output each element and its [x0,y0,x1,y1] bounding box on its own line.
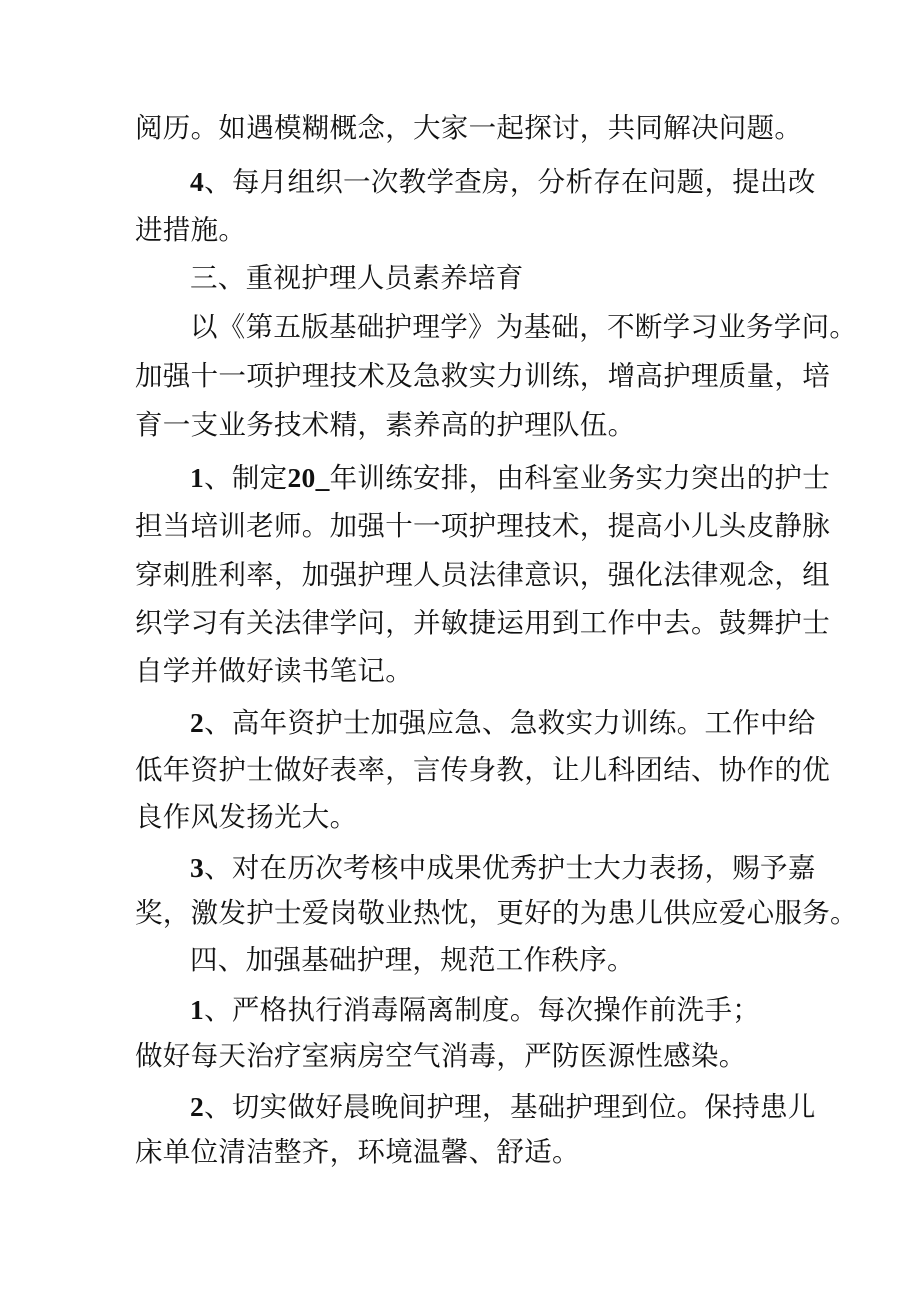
paragraph-line [190,307,858,347]
year-value: 20_ [287,462,330,493]
text-line: 低年资护士做好表率，言传身教，让儿科团结、协作的优 [135,754,830,786]
paragraph-line [135,750,830,790]
paragraph-line [135,1036,795,1076]
paragraph-line [135,797,795,837]
paragraph-line [135,108,803,148]
item-number: 4 [190,166,205,197]
text-line: 良作风发扬光大。 [135,801,358,833]
item-number: 2 [190,707,205,738]
paragraph-line [190,990,850,1030]
paragraph-line [135,603,830,643]
paragraph-line [135,651,795,691]
text-line: 进措施。 [135,214,247,246]
text-line: 加强十一项护理技术及急救实力训练，增高护理质量，培 [135,360,830,392]
paragraph-line [135,405,795,445]
text-line: 、每月组织一次教学查房，分析存在问题，提出改 [204,166,816,198]
text-line: 穿刺胜利率，加强护理人员法律意识，强化法律观念，组 [135,559,830,591]
section-heading [190,258,850,298]
text-line: 阅历。如遇模糊概念，大家一起探讨，共同解决问题。 [135,112,803,144]
item-number: 2 [190,1091,205,1122]
paragraph-line [190,162,850,202]
text-line: 床单位清洁整齐，环境温馨、舒适。 [135,1136,580,1168]
paragraph-line [135,506,830,546]
text-line: 以《第五版基础护理学》为基础，不断学习业务学问。 [190,311,858,343]
text-line: 织学习有关法律学问，并敏捷运用到工作中去。鼓舞护士 [135,607,830,639]
text-line: 做好每天治疗室病房空气消毒，严防医源性感染。 [135,1040,747,1072]
paragraph-line [190,703,850,743]
paragraph-line [135,893,858,933]
text-line: 育一支业务技术精，素养高的护理队伍。 [135,409,636,441]
paragraph-line [135,356,830,396]
paragraph-line [190,848,850,888]
item-number: 3 [190,852,205,883]
item-number: 1 [190,994,205,1025]
text-line: 、制定 [204,462,288,494]
text-line: 自学并做好读书笔记。 [135,655,413,687]
text-line: 、高年资护士加强应急、急救实力训练。工作中给 [204,707,816,739]
text-line: 年训练安排，由科室业务实力突出的护士 [329,462,831,494]
section-heading [190,940,850,980]
text-line: 奖，激发护士爱岗敬业热忱，更好的为患儿供应爱心服务。 [135,897,858,929]
text-line: 、切实做好晨晚间护理，基础护理到位。保持患儿 [204,1091,816,1123]
text-line: 三、重视护理人员素养培育 [190,262,524,294]
paragraph-line [135,555,830,595]
paragraph-line [190,458,850,498]
text-line: 、严格执行消毒隔离制度。每次操作前洗手； [204,994,761,1026]
text-line: 担当培训老师。加强十一项护理技术，提高小儿头皮静脉 [135,510,830,542]
paragraph-line [135,1132,795,1172]
text-line: 、对在历次考核中成果优秀护士大力表扬，赐予嘉 [204,852,816,884]
item-number: 1 [190,462,205,493]
text-line: 四、加强基础护理，规范工作秩序。 [190,944,635,976]
paragraph-line [190,1087,850,1127]
paragraph-line [135,210,795,250]
